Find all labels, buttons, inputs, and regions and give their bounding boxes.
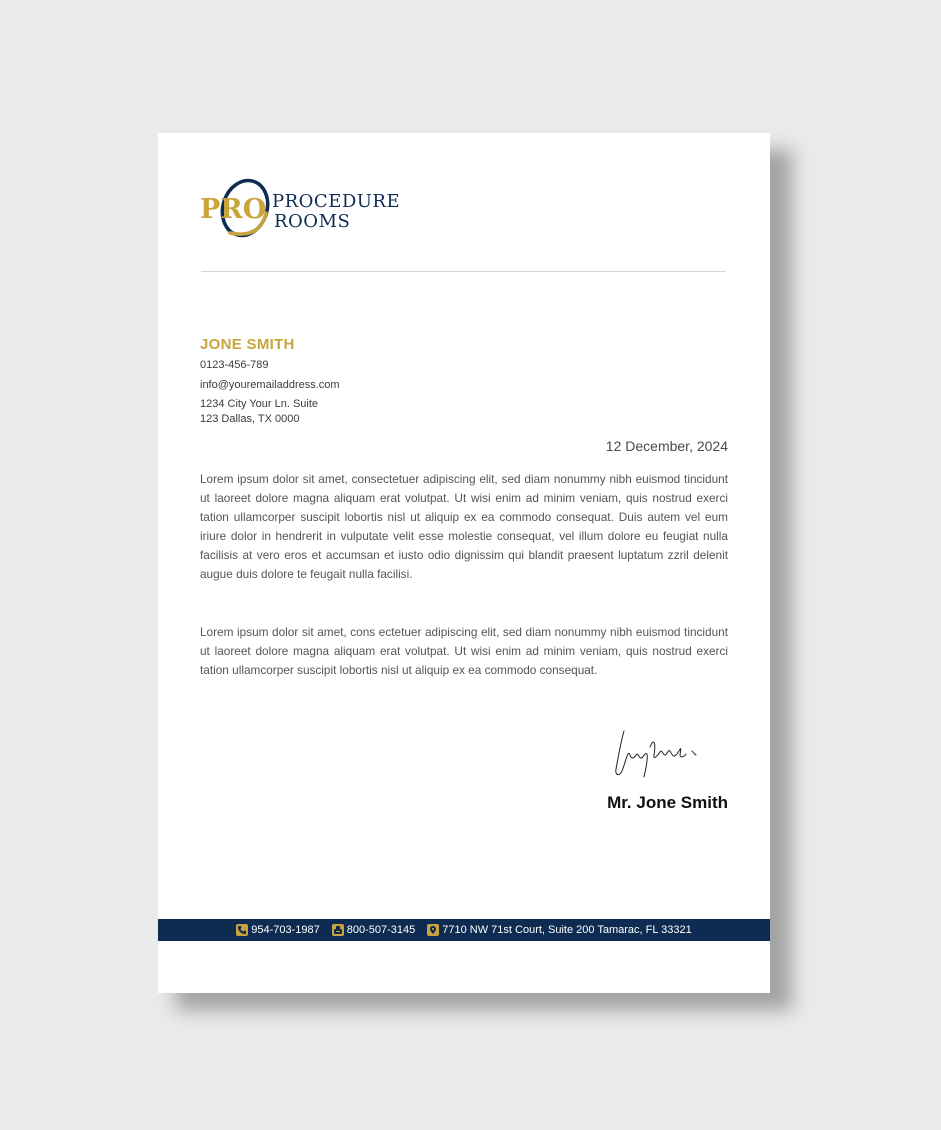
fax-icon xyxy=(332,924,344,936)
sender-address-line1: 1234 City Your Ln. Suite xyxy=(200,398,319,410)
footer-phone xyxy=(236,924,320,936)
sender-name: JONE SMITH xyxy=(200,336,295,353)
sender-address-line2: 123 Dallas, TX 0000 xyxy=(200,413,300,425)
logo-name-line1: PROCEDURE xyxy=(272,191,401,212)
logo-name-line2: ROOMS xyxy=(274,211,351,232)
footer-fax xyxy=(332,924,416,936)
logo-word: PRO xyxy=(200,194,267,225)
footer-address xyxy=(427,924,691,936)
company-logo xyxy=(200,177,420,241)
sender-phone: 0123-456-789 xyxy=(200,359,269,371)
letter-date: 12 December, 2024 xyxy=(605,438,728,454)
signer-name: Mr. Jone Smith xyxy=(607,793,728,812)
location-pin-icon xyxy=(427,924,439,936)
body-paragraph-1: Lorem ipsum dolor sit amet, consectetuer adipiscing elit, sed diam nonummy nibh euismod tincidunt ut laoreet dolore magna aliquam erat volutpat. Ut wisi enim ad minim veniam, quis nostrud exerci tation ullamcorper suscipit lobortis nisl ut aliquip ex ea commodo consequat. Duis autem vel eum iriure dolor in hendrerit in vulputate velit esse molestie consequat, vel illum dolore eu feugiat nulla facilisis at vero eros et accumsan et iusto odio dignissim qui blandit praesent luptatum zzril delenit augue duis dolore te feugait nulla facilisi. xyxy=(200,472,728,581)
footer-contact-bar xyxy=(158,919,770,941)
handwritten-signature xyxy=(610,725,710,785)
letterhead-page xyxy=(158,133,770,993)
footer-phone-text: 954-703-1987 xyxy=(251,924,320,936)
footer-fax-text: 800-507-3145 xyxy=(346,924,416,936)
phone-icon xyxy=(236,924,248,936)
header-divider xyxy=(201,271,726,272)
sender-email: info@youremailaddress.com xyxy=(200,379,340,391)
body-paragraph-2: Lorem ipsum dolor sit amet, cons ectetuer adipiscing elit, sed diam nonummy nibh euismod tincidunt ut laoreet dolore magna aliquam erat volutpat. Ut wisi enim ad minim veniam, quis nostrud exerci tation ullamcorper suscipit lobortis nisl ut aliquip ex ea commodo consequat. xyxy=(200,625,728,677)
footer-address-text: 7710 NW 71st Court, Suite 200 Tamarac, FL 33321 xyxy=(442,924,692,936)
